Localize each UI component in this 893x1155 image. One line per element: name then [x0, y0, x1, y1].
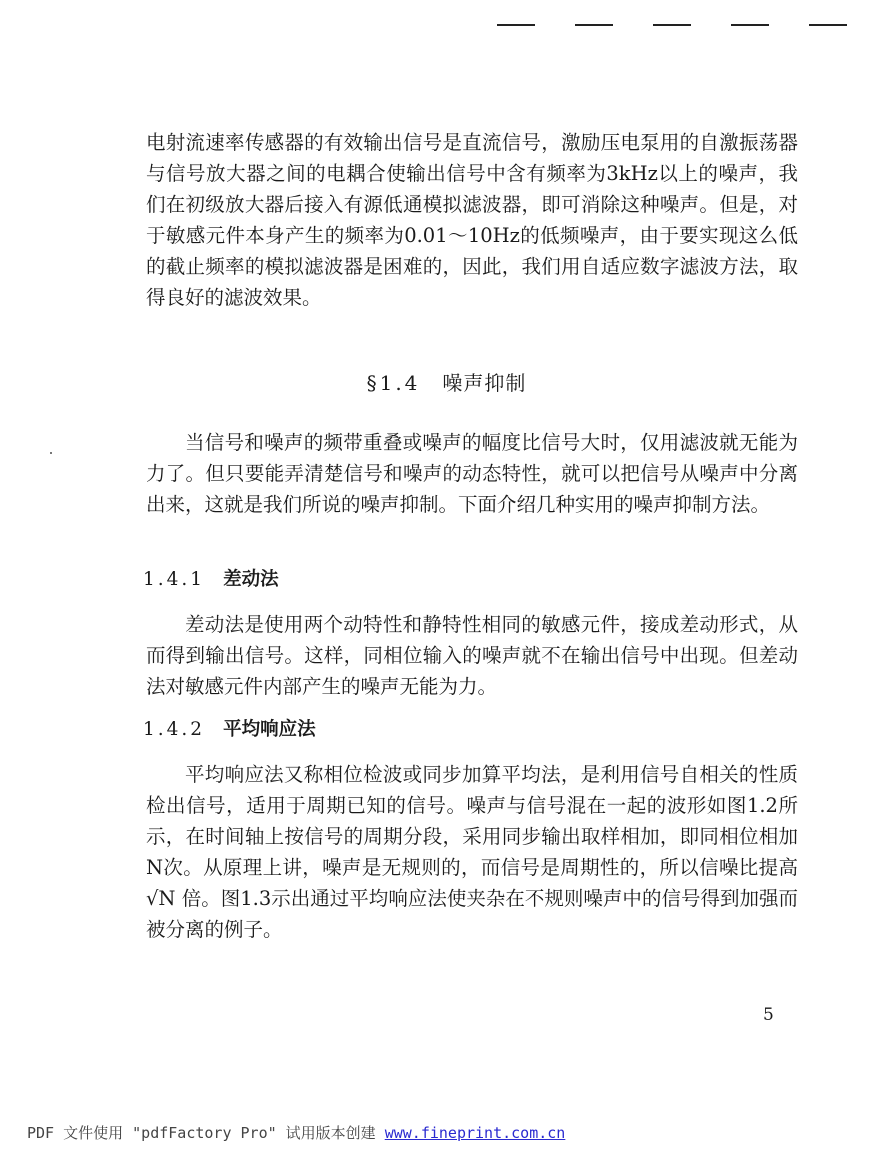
sqrt-n-symbol: √N — [146, 887, 176, 910]
subsection-1-number: 1.4.1 — [143, 569, 206, 590]
top-rule — [809, 24, 847, 26]
subsection-2-title: 平均响应法 — [223, 719, 316, 740]
subsection-1-body: 差动法是使用两个动特性和静特性相同的敏感元件，接成差动形式，从而得到输出信号。这样，同相位输入的噪声就不在输出信号中出现。但差动法对敏感元件内部产生的噪声无能为力。 — [146, 613, 798, 698]
subsection-2-number: 1.4.2 — [143, 719, 206, 740]
top-rule — [653, 24, 691, 26]
top-rule — [575, 24, 613, 26]
subsection-1-heading — [143, 565, 279, 591]
section-intro-paragraph: 当信号和噪声的频带重叠或噪声的幅度比信号大时，仅用滤波就无能为力了。但只要能弄清楚信号和噪声的动态特性，就可以把信号从噪声中分离出来，这就是我们所说的噪声抑制。下面介绍几种实用的噪声抑制方法。 — [146, 431, 798, 516]
page-number: 5 — [763, 1005, 774, 1025]
section-title: 噪声抑制 — [442, 371, 527, 395]
top-rule — [731, 24, 769, 26]
pdf-footer — [27, 1122, 565, 1143]
top-rule — [497, 24, 535, 26]
section-heading — [0, 367, 893, 396]
footer-text: PDF 文件使用 "pdfFactory Pro" 试用版本创建 — [27, 1124, 376, 1142]
scan-speck — [50, 452, 52, 454]
subsection-1-title: 差动法 — [223, 569, 279, 590]
subsection-2-body — [146, 759, 798, 945]
section-number: §1.4 — [366, 371, 421, 395]
subsection-2-body-part1: 平均响应法又称相位检波或同步加算平均法，是利用信号自相关的性质检出信号，适用于周期已知的信号。噪声与信号混在一起的波形如图1.2所示，在时间轴上按信号的周期分段，采用同步输出取样相加，即同相位相加N次。从原理上讲，噪声是无规则的，而信号是周期性的，所以信噪比提高 — [146, 763, 798, 879]
footer-link[interactable]: www.fineprint.com.cn — [384, 1124, 566, 1142]
intro-paragraph: 电射流速率传感器的有效输出信号是直流信号，激励压电泵用的自激振荡器与信号放大器之间的电耦合使输出信号中含有频率为3kHz以上的噪声，我们在初级放大器后接入有源低通模拟滤波器，即可消除这种噪声。但是，对于敏感元件本身产生的频率为0.01～10Hz的低频噪声，由于要实现这么低的截止频率的模拟滤波器是困难的，因此，我们用自适应数字滤波方法，取得良好的滤波效果。 — [146, 131, 798, 309]
subsection-2-body-part2: 倍。图1.3示出通过平均响应法使夹杂在不规则噪声中的信号得到加强而被分离的例子。 — [146, 887, 799, 941]
subsection-2-heading — [143, 715, 316, 741]
